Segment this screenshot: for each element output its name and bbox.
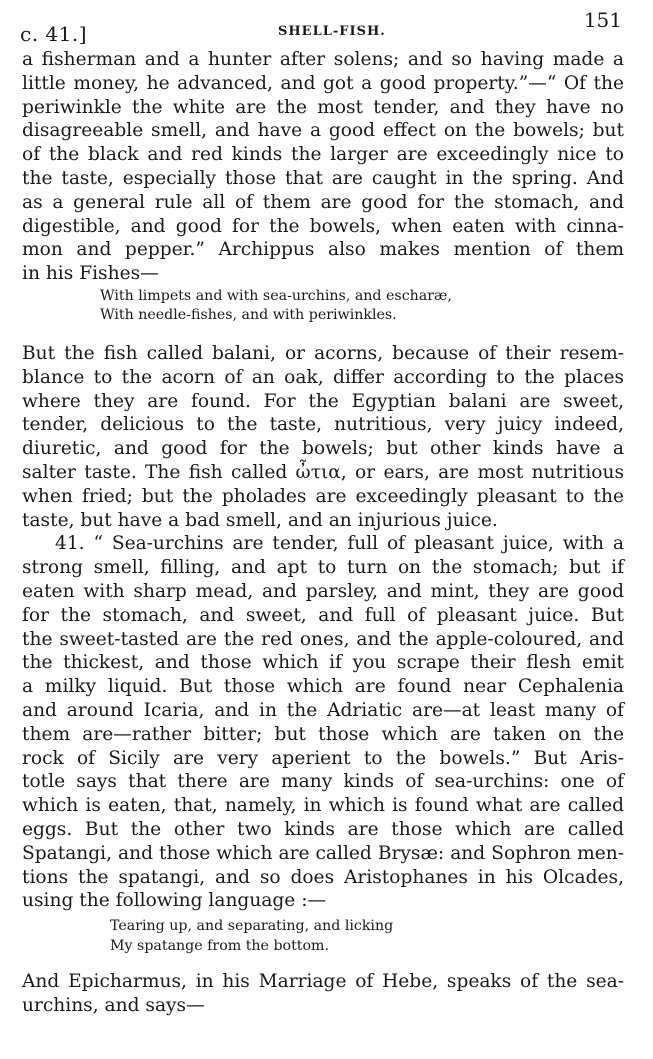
- text-line: where they are found. For the Egyptian balani are sweet,: [22, 390, 624, 412]
- text-line: which is eaten, that, namely, in which is found what are called: [22, 795, 624, 817]
- text-line: when fried; but the pholades are exceedingly pleasant to the: [22, 485, 624, 507]
- text-line: a milky liquid. But those which are found near Cephalenia: [22, 676, 624, 698]
- body-text: [22, 48, 624, 1018]
- text-line: But the fish called balani, or acorns, because of their resem-: [22, 342, 624, 364]
- text-line: the thickest, and those which if you scrape their flesh emit: [22, 652, 624, 674]
- verse-line: With needle-fishes, and with periwinkles.: [100, 307, 397, 324]
- text-line: urchins, and says—: [22, 994, 205, 1016]
- verse-line: With limpets and with sea-urchins, and escharæ,: [100, 287, 452, 304]
- text-line: digestible, and good for the bowels, when eaten with cinna-: [22, 215, 624, 237]
- text-line: eaten with sharp mead, and parsley, and mint, they are good: [22, 580, 624, 602]
- text-line: as a general rule all of them are good for the stomach, and: [22, 191, 624, 213]
- text-line: diuretic, and good for the bowels; but other kinds have a: [22, 438, 624, 460]
- running-head: [20, 8, 630, 48]
- page-number: 151: [583, 8, 622, 32]
- text-line: of the black and red kinds the larger are exceedingly nice to: [22, 144, 624, 166]
- verse-line: My spatange from the bottom.: [110, 937, 329, 954]
- text-line: And Epicharmus, in his Marriage of Hebe, speaks of the sea-: [22, 971, 624, 993]
- paragraph-3: [22, 532, 624, 913]
- verse-line: Tearing up, and separating, and licking: [110, 918, 394, 935]
- text-line: totle says that there are many kinds of sea-urchins: one of: [22, 771, 624, 793]
- text-line: using the following language :—: [22, 890, 327, 912]
- paragraph-2: [22, 342, 624, 532]
- paragraph-1: [22, 48, 624, 286]
- text-line: rock of Sicily are very aperient to the bowels.” But Aris-: [22, 747, 624, 769]
- text-line: tender, delicious to the taste, nutritious, very juicy indeed,: [22, 414, 624, 436]
- text-line: for the stomach, and sweet, and full of pleasant juice. But: [22, 604, 624, 626]
- text-line: Spatangi, and those which are called Brysæ: and Sophron men-: [22, 842, 624, 864]
- text-line: the sweet-tasted are the red ones, and the apple-coloured, and: [22, 628, 624, 650]
- text-line: strong smell, filling, and apt to turn on the stomach; but if: [22, 557, 624, 579]
- verse-quotation-1: [22, 287, 624, 326]
- text-line: taste, but have a bad smell, and an injurious juice.: [22, 509, 498, 531]
- section-reference: c. 41.]: [20, 22, 88, 46]
- text-line: mon and pepper.” Archippus also makes mention of them: [22, 239, 624, 261]
- text-line: them are—rather bitter; but those which are taken on the: [22, 723, 624, 745]
- text-line: tions the spatangi, and so does Aristophanes in his Olcades,: [22, 866, 624, 888]
- text-line: and around Icaria, and in the Adriatic are—at least many of: [22, 699, 624, 721]
- text-line: little money, he advanced, and got a good property.”—“ Of the: [22, 72, 624, 94]
- text-line: the taste, especially those that are caught in the spring. And: [22, 167, 624, 189]
- text-line: blance to the acorn of an oak, differ according to the places: [22, 366, 624, 388]
- text-line: disagreeable smell, and have a good effect on the bowels; but: [22, 120, 624, 142]
- paragraph-4: [22, 970, 624, 1018]
- text-line: a fisherman and a hunter after solens; and so having made a: [22, 49, 624, 70]
- verse-quotation-2: [22, 917, 624, 956]
- text-line: in his Fishes—: [22, 263, 159, 285]
- text-line: eggs. But the other two kinds are those which are called: [22, 818, 624, 840]
- chapter-title: SHELL-FISH.: [278, 24, 386, 39]
- text-line: periwinkle the white are the most tender, and they have no: [22, 96, 624, 118]
- text-line: 41. “ Sea-urchins are tender, full of pleasant juice, with a: [55, 533, 624, 555]
- text-line: salter taste. The fish called ὦτια, or ears, are most nutritious: [22, 461, 624, 483]
